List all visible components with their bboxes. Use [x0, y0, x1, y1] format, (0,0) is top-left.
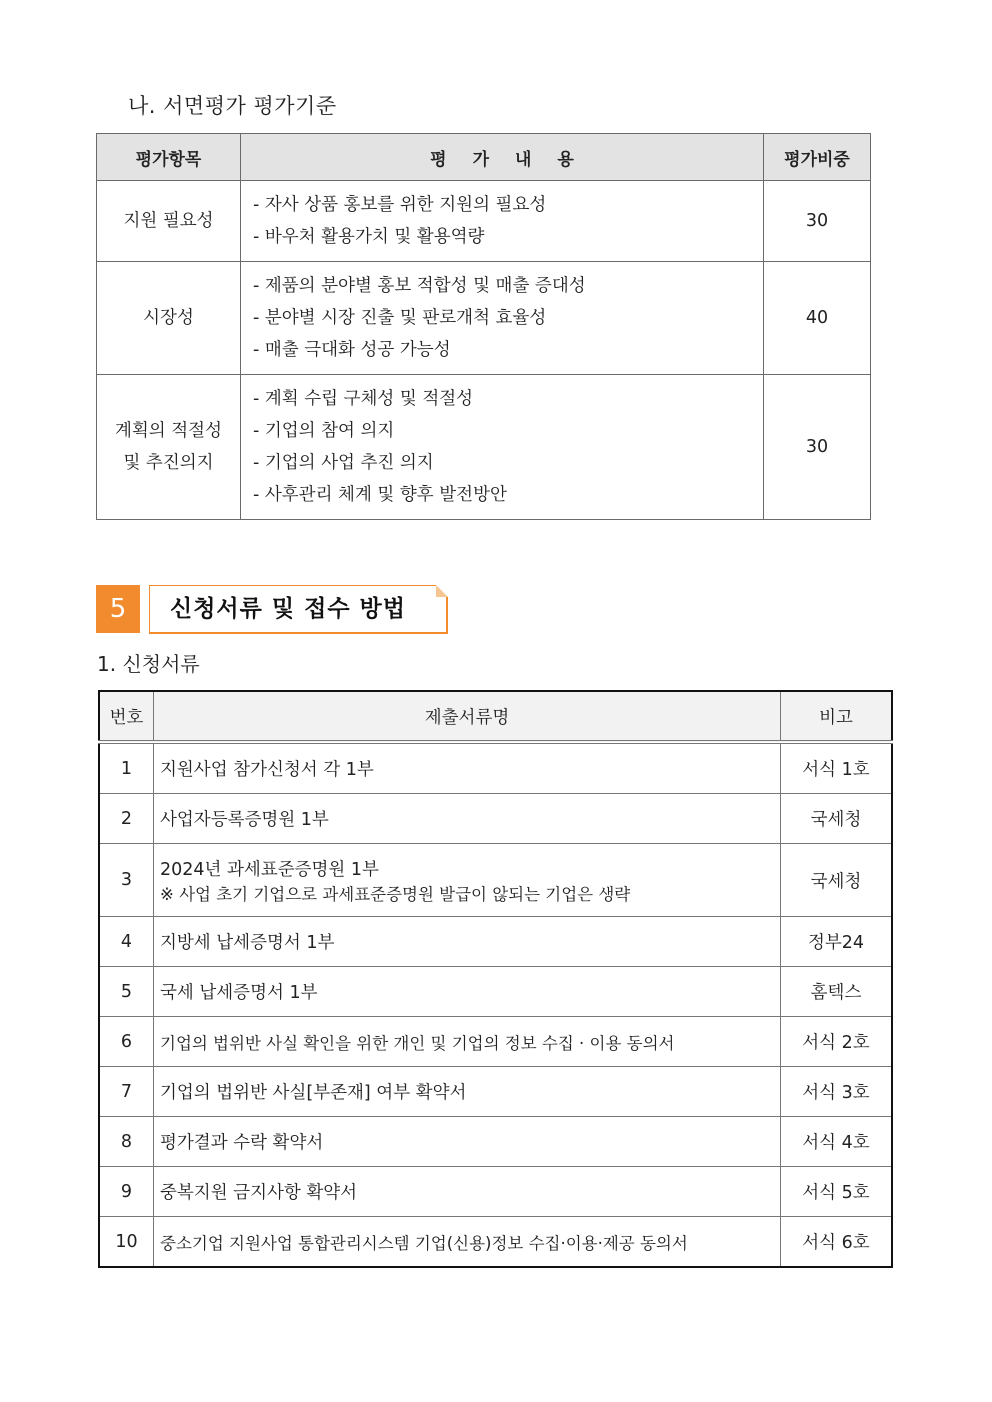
- section-title-box: [149, 585, 448, 634]
- content-item: - 제품의 분야별 홍보 적합성 및 매출 증대성: [253, 276, 586, 296]
- documents-heading: 1. 신청서류: [97, 652, 200, 676]
- content-item: - 계획 수립 구체성 및 적절성: [253, 389, 474, 409]
- document-name: 중소기업 지원사업 통합관리시스템 기업(신용)정보 수집·이용·제공 동의서: [154, 1217, 781, 1268]
- row-number: 4: [99, 917, 154, 967]
- table-row: [99, 1017, 892, 1067]
- row-number: 8: [99, 1117, 154, 1167]
- table-row: [97, 262, 871, 375]
- table-row: [97, 181, 871, 262]
- document-name: 평가결과 수락 확약서: [154, 1117, 781, 1167]
- table-row: [97, 375, 871, 520]
- document-note: 서식 2호: [781, 1017, 893, 1067]
- document-note: 홈텍스: [781, 967, 893, 1017]
- header-weight: 평가비중: [764, 134, 871, 181]
- document-note: 서식 4호: [781, 1117, 893, 1167]
- section-title: 신청서류 및 접수 방법: [170, 596, 406, 622]
- row-number: 6: [99, 1017, 154, 1067]
- evaluation-criteria-table: [96, 133, 871, 520]
- document-note: 서식 5호: [781, 1167, 893, 1217]
- folded-corner-decoration: [436, 585, 448, 597]
- evaluation-criteria-heading: 나. 서면평가 평가기준: [128, 94, 337, 118]
- table-row: [99, 1067, 892, 1117]
- table-row: [99, 794, 892, 844]
- row-number: 3: [99, 844, 154, 917]
- content-item: - 기업의 참여 의지: [253, 421, 395, 441]
- table-header-row: [97, 134, 871, 181]
- row-number: 7: [99, 1067, 154, 1117]
- row-number: 10: [99, 1217, 154, 1268]
- category-text: 계획의 적절성: [115, 421, 222, 441]
- required-documents-table: [98, 690, 893, 1268]
- document-note: 국세청: [781, 844, 893, 917]
- document-note: 서식 3호: [781, 1067, 893, 1117]
- category-text: 지원 필요성: [123, 211, 214, 231]
- category-cell: [97, 262, 241, 375]
- document-name: 지방세 납세증명서 1부: [154, 917, 781, 967]
- document-note: 정부24: [781, 917, 893, 967]
- table-row: [99, 917, 892, 967]
- table-row: [99, 844, 892, 917]
- header-content: 평가내용: [241, 134, 764, 181]
- document-note: 국세청: [781, 794, 893, 844]
- row-number: 9: [99, 1167, 154, 1217]
- category-cell: [97, 375, 241, 520]
- document-footnote: ※ 사업 초기 기업으로 과세표준증명원 발급이 않되는 기업은 생략: [160, 884, 631, 904]
- document-name: 기업의 법위반 사실[부존재] 여부 확약서: [154, 1067, 781, 1117]
- table-row: [99, 742, 892, 794]
- document-name: 2024년 과세표준증명원 1부: [160, 859, 379, 880]
- table-row: [99, 1117, 892, 1167]
- row-number: 1: [99, 742, 154, 794]
- content-cell: [241, 181, 764, 262]
- section-number-badge: 5: [96, 585, 140, 633]
- document-name-cell: [154, 844, 781, 917]
- document-name: 국세 납세증명서 1부: [154, 967, 781, 1017]
- content-item: - 분야별 시장 진출 및 판로개척 효율성: [253, 308, 547, 328]
- category-cell: [97, 181, 241, 262]
- header-note: 비고: [781, 691, 893, 742]
- content-item: - 매출 극대화 성공 가능성: [253, 340, 451, 360]
- content-item: - 자사 상품 홍보를 위한 지원의 필요성: [253, 195, 547, 215]
- table-header-row: [99, 691, 892, 742]
- header-number: 번호: [99, 691, 154, 742]
- content-cell: [241, 262, 764, 375]
- weight-cell: 30: [764, 375, 871, 520]
- row-number: 2: [99, 794, 154, 844]
- content-cell: [241, 375, 764, 520]
- document-note: 서식 6호: [781, 1217, 893, 1268]
- header-document-name: 제출서류명: [154, 691, 781, 742]
- weight-cell: 30: [764, 181, 871, 262]
- content-item: - 바우처 활용가치 및 활용역량: [253, 227, 485, 247]
- content-item: - 사후관리 체계 및 향후 발전방안: [253, 485, 507, 505]
- table-row: [99, 1167, 892, 1217]
- table-row: [99, 967, 892, 1017]
- header-category: 평가항목: [97, 134, 241, 181]
- content-item: - 기업의 사업 추진 의지: [253, 453, 434, 473]
- category-text: 시장성: [143, 308, 194, 328]
- weight-cell: 40: [764, 262, 871, 375]
- document-name: 기업의 법위반 사실 확인을 위한 개인 및 기업의 정보 수집 · 이용 동의서: [154, 1017, 781, 1067]
- document-name: 지원사업 참가신청서 각 1부: [154, 742, 781, 794]
- document-name: 중복지원 금지사항 확약서: [154, 1167, 781, 1217]
- table-row: [99, 1217, 892, 1268]
- document-name: 사업자등록증명원 1부: [154, 794, 781, 844]
- category-text: 및 추진의지: [123, 453, 214, 473]
- row-number: 5: [99, 967, 154, 1017]
- document-note: 서식 1호: [781, 742, 893, 794]
